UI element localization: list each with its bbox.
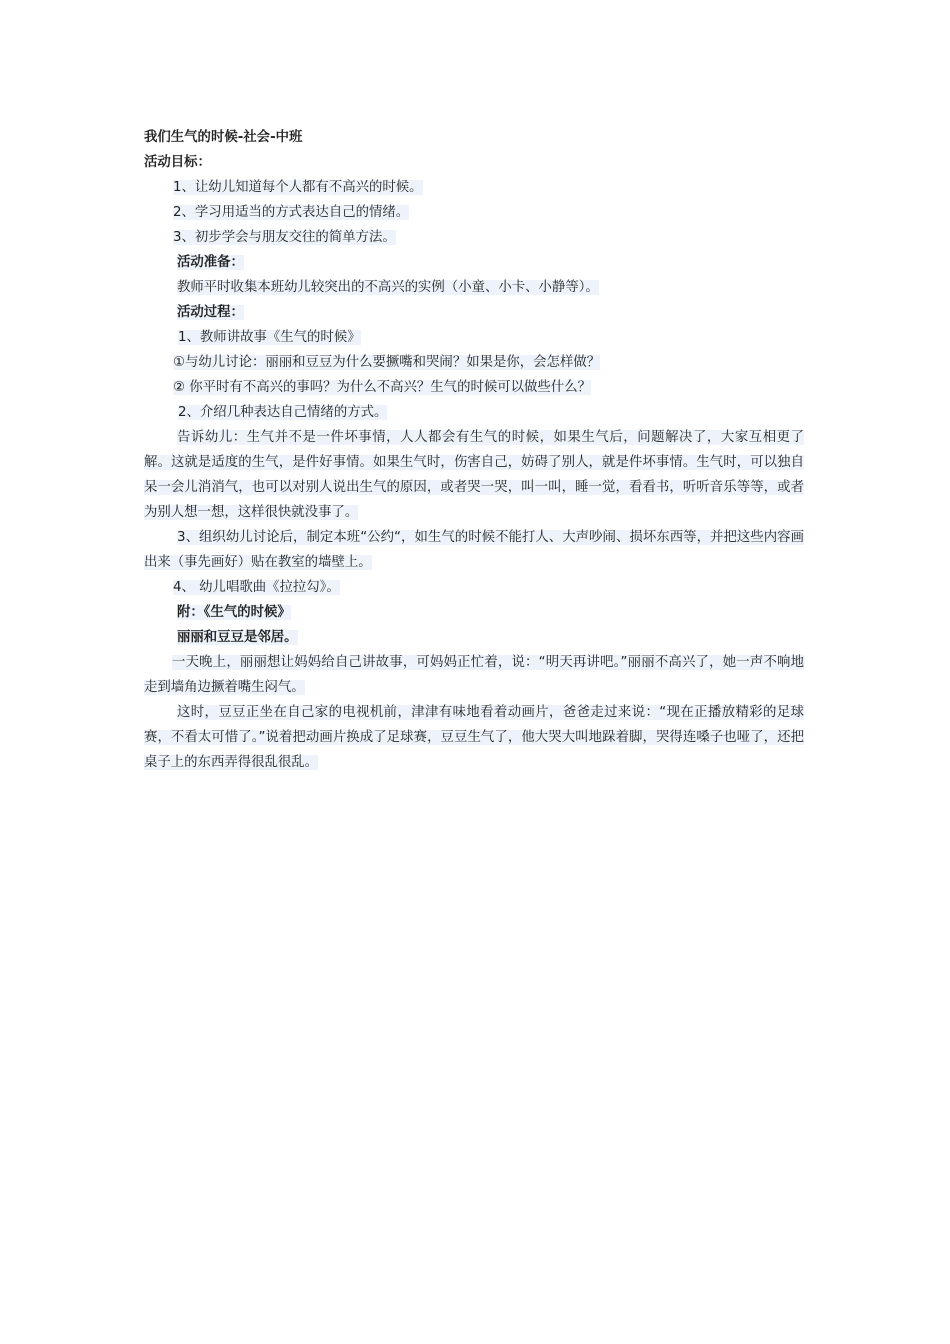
story-paragraph-1: 一天晚上，丽丽想让妈妈给自己讲故事，可妈妈正忙着，说：“明天再讲吧。”丽丽不高兴了，她一声不响地走到墙角边撅着嘴生闷气。 <box>144 655 804 695</box>
goals-heading: 活动目标： <box>144 155 211 170</box>
preparation-text: 教师平时收集本班幼儿较突出的不高兴的实例（小童、小卡、小静等）。 <box>177 280 599 295</box>
process-step-1: 1、教师讲故事《生气的时候》 <box>178 330 361 345</box>
discussion-question-2: ② 你平时有不高兴的事吗？为什么不高兴？生气的时候可以做些什么？ <box>173 380 591 395</box>
tell-children-paragraph: 告诉幼儿：生气并不是一件坏事情，人人都会有生气的时候，如果生气后，问题解决了，大家互相更了解。这就是适度的生气，是件好事情。如果生气时，伤害自己，妨碍了别人，就是件坏事情。生气时，可以独自呆一会儿消消气，也可以对别人说出生气的原因，或者哭一哭，叫一叫，睡一觉，看看书，听听音乐等等，或者为别人想一想，这样很快就没事了。 <box>144 430 804 520</box>
story-paragraph-2: 这时，豆豆正坐在自己家的电视机前，津津有味地看着动画片，爸爸走过来说：“现在正播放精彩的足球赛，不看太可惜了。”说着把动画片换成了足球赛，豆豆生气了，他大哭大叫地跺着脚，哭得连嗓子也哑了，还把桌子上的东西弄得很乱很乱。 <box>144 705 804 770</box>
goal-item-3: 3、初步学会与朋友交往的简单方法。 <box>173 230 396 245</box>
appendix-heading: 附：《生气的时候》 <box>177 605 291 620</box>
process-step-2: 2、介绍几种表达自己情绪的方式。 <box>178 405 388 420</box>
appendix-subheading: 丽丽和豆豆是邻居。 <box>177 630 298 645</box>
goal-item-1: 1、让幼儿知道每个人都有不高兴的时候。 <box>173 180 423 195</box>
preparation-heading: 活动准备： <box>177 255 244 270</box>
process-heading: 活动过程： <box>177 305 244 320</box>
discussion-question-1: ①与幼儿讨论：丽丽和豆豆为什么要撅嘴和哭闹？如果是你，会怎样做？ <box>173 355 601 370</box>
process-step-3: 3、组织幼儿讨论后，制定本班“公约“，如生气的时候不能打人、大声吵闹、损坏东西等，并把这些内容画出来（事先画好）贴在教室的墙壁上。 <box>144 530 804 570</box>
document-title: 我们生气的时候-社会-中班 <box>144 130 303 145</box>
goal-item-2: 2、学习用适当的方式表达自己的情绪。 <box>173 205 410 220</box>
document-body <box>144 125 804 775</box>
process-step-4: 4、 幼儿唱歌曲《拉拉勾》。 <box>173 580 340 595</box>
